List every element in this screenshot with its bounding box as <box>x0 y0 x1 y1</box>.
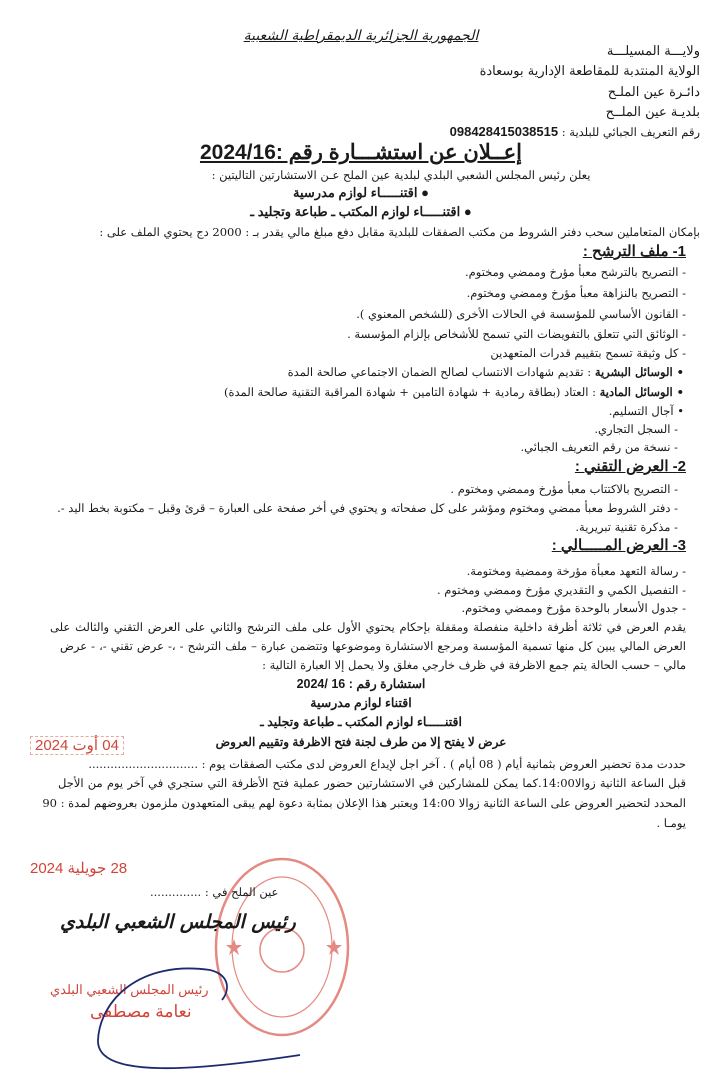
tax-id-label: رقم التعريف الجبائي للبلدية : <box>561 125 700 139</box>
tax-id: 098428415038515 <box>449 124 559 139</box>
withdrawal-text: بإمكان المتعاملين سحب دفتر الشروط من مكتب الصفقات للبلدية مقابل دفع مبلغ مالي يقدر بـ : 2000 دج يحتوي الملف على : <box>99 225 700 239</box>
section-3-item: - التفصيل الكمي و التقديري مؤرخ وممضي ومختوم . <box>437 583 686 597</box>
intro: يعلن رئيس المجلس الشعبي البلدي لبلدية عين الملح عـن الاستشارتين التاليتين : <box>211 168 591 182</box>
human-text: : تقديم شهادات الانتساب لصالح الضمان الاجتماعي صالحة المدة <box>287 365 592 379</box>
section-1-title: 1- ملف الترشح : <box>582 243 686 260</box>
section-3-item: - جدول الأسعار بالوحدة مؤرخ وممضي ومختوم. <box>461 601 686 615</box>
signatory-title: رئيس المجلس الشعبي البلدي <box>60 911 296 933</box>
material-text: : العتاد (بطاقة رمادية + شهادة التامين + شهادة المراقبة التقنية صالحة المدة) <box>224 385 596 399</box>
envelope-para-line: العرض المالي يبين كل منها تسمية المؤسسة ومرجع الاستشارة وموضوعها وتتضمن عبارة – ملف الترشح - ،- عرض تقني -، - عرض <box>60 639 686 653</box>
page-title: إعــلان عن استشـــارة رقم :2024/16 <box>199 141 523 164</box>
delegate-wilaya: الولاية المنتدبة للمقاطعة الإدارية بوسعادة <box>479 64 700 79</box>
human-resources <box>288 364 684 380</box>
wilaya: ولايـــة المسيلـــة <box>606 44 700 59</box>
envelope-lot-2: اقتنـــــاء لوازم المكتب ـ طباعة وتجليد ـ <box>260 715 462 729</box>
envelope-lot-1: اقتناء لوازم مدرسية <box>310 696 412 710</box>
deadline-line: قبل الساعة الثانية زوالا14:00.كما يمكن للمشاركين في الاستشارتين حضور عملية فتح الأظرفة التي ستجري في آخر يوم من الأجل <box>58 776 686 790</box>
commune: بلديـة عين الملــح <box>605 105 700 120</box>
issue-date-stamp: 28 جويلية 2024 <box>30 860 128 877</box>
envelope-para-line: مالي – حسب الحالة يتم جمع الاظرفة في ظرف خارجي مغلق ولا يحمل إلا العبارة التالية : <box>262 658 686 672</box>
deadline-line: المحدد لتحضير العروض على الساعة الثانية زوالا 14:00 ويعتبر هذا الإعلان بمثابة دعوة لهم يبقى المتعهدون ملزمون بعروضهم لمدة : 90 <box>42 796 686 810</box>
section-2-title: 2- العرض التقني : <box>574 458 686 475</box>
envelope-ref: استشارة رقم : 16 /2024 <box>296 677 426 691</box>
lot-1-label: اقتنـــــاء لوازم مدرسية <box>293 185 418 200</box>
registry: - السجل التجاري. <box>594 422 678 436</box>
signatory-name: نعامة مصطفى <box>90 1002 192 1021</box>
deadline-date-stamp: 04 أوت 2024 <box>30 736 124 755</box>
section-2-item: - مذكرة تقنية تبريرية. <box>575 520 678 534</box>
daira: دائـرة عين الملـح <box>607 85 700 100</box>
tax-copy: - نسخة من رقم التعريف الجبائي. <box>520 440 678 454</box>
place-date: عين الملح في : .............. <box>150 885 279 899</box>
section-1-item: - الوثائق التي تتعلق بالتفويضات التي تسمح للأشخاص بإلزام المؤسسة . <box>347 327 686 341</box>
deadline-line: حددت مدة تحضير العروض بثمانية أيام ( 08 أيام ) . آخر اجل لإيداع العروض لدى مكتب الصفقات يوم : .............................. <box>88 757 686 771</box>
section-1-item: - التصريح بالترشح معبأ مؤرخ وممضي ومختوم. <box>464 265 686 279</box>
lot-2: ● اقتنـــــاء لوازم المكتب ـ طباعة وتجليد ـ <box>250 204 472 219</box>
envelope-para-line: يقدم العرض في ثلاثة أظرفة داخلية منفصلة ومقفلة بإحكام يحتوي الأول على ملف الترشح والثاني على العرض التقني والثالث على <box>50 620 686 634</box>
section-3-title: 3- العرض المـــــالي : <box>551 537 686 554</box>
material-resources <box>224 384 684 400</box>
delivery: • آجال التسليم. <box>608 404 684 418</box>
name-stamp: رئيس المجلس الشعبي البلدي <box>50 982 209 997</box>
section-1-item: - كل وثيقة تسمح بتقييم قدرات المتعهدين <box>490 346 686 360</box>
lot-2-label: اقتنـــــاء لوازم المكتب ـ طباعة وتجليد ـ <box>250 204 461 219</box>
envelope-notice: عرض لا يفتح إلا من طرف لجنة فتح الاظرفة وتقييم العروض <box>215 735 507 749</box>
signature-icon <box>80 960 340 1090</box>
section-1-item: - التصريح بالنزاهة معبأ مؤرخ وممضي ومختوم. <box>466 286 686 300</box>
section-2-item: - دفتر الشروط معبأ ممضي ومختوم ومؤشر على كل صفحاته و يحتوي في أخر صفحة على العبارة – قرئ وقبل – مكتوبة بخط اليد -. <box>57 501 678 515</box>
deadline-line: يومـا . <box>656 816 686 830</box>
material-label: • الوسائل المادية <box>599 385 684 399</box>
lot-1: ● اقتنـــــاء لوازم مدرسية <box>293 185 429 200</box>
tax-id-line <box>450 124 700 140</box>
section-2-item: - التصريح بالاكتتاب معبأ مؤرخ وممضي ومختوم . <box>450 482 678 496</box>
section-3-item: - رسالة التعهد معبأة مؤرخة وممضية ومختومة. <box>466 564 686 578</box>
section-1-item: - القانون الأساسي للمؤسسة في الحالات الأخرى (للشخص المعنوي ). <box>356 307 686 321</box>
republic-header: الجمهورية الجزائرية الديمقراطية الشعبية <box>243 28 479 44</box>
human-label: • الوسائل البشرية <box>594 365 684 379</box>
